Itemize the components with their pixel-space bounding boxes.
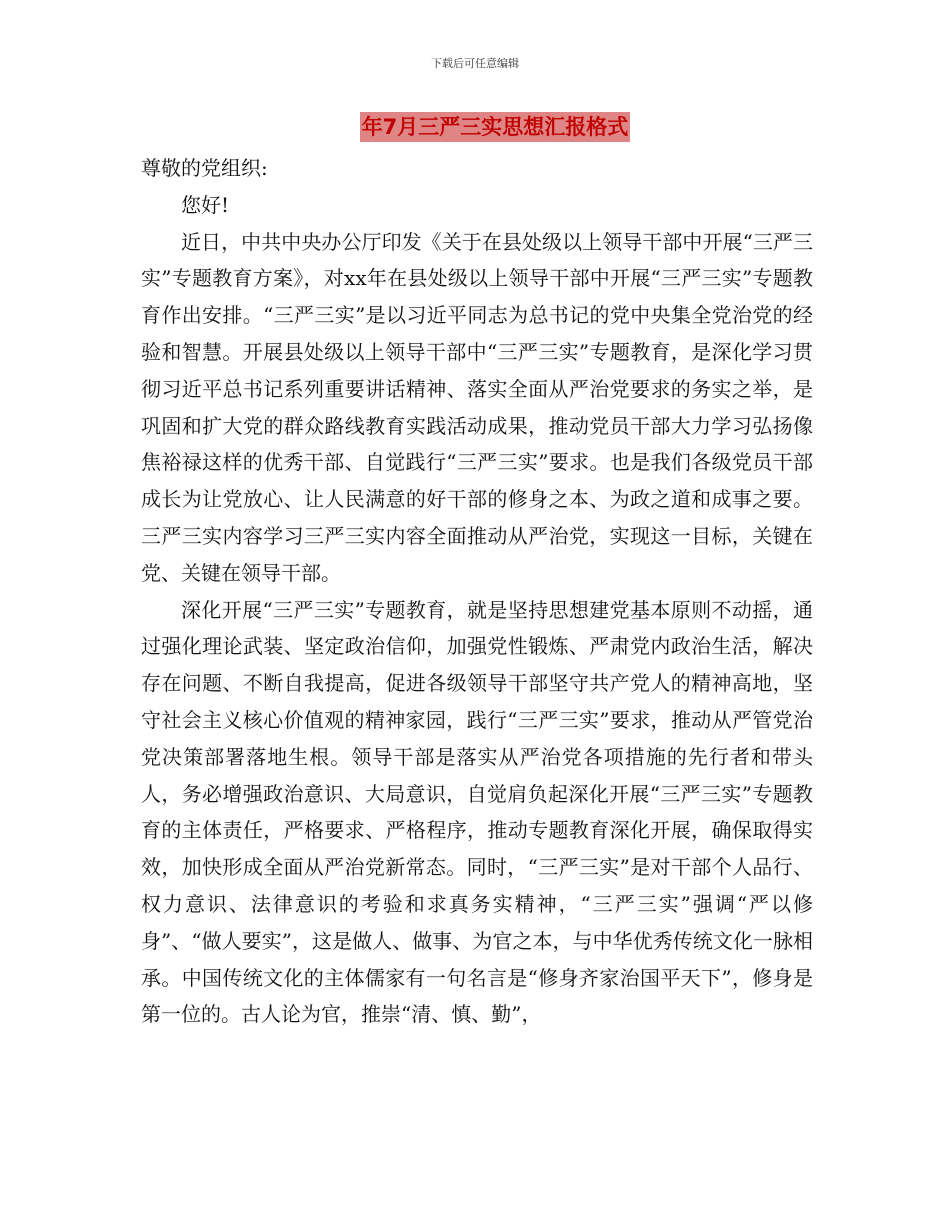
paragraph-2: 深化开展“三严三实”专题教育，就是坚持思想建党基本原则不动摇，通过强化理论武装、坚定政治信仰，加强党性锻炼、严肃党内政治生活，解决存在问题、不断自我提高，促进各级领导干部坚守共产党人的精神高地，坚守社会主义核心价值观的精神家园，践行“三严三实”要求，推动从严管党治党决策部署落地生根。领导干部是落实从严治党各项措施的先行者和带头人，务必增强政治意识、大局意识，自觉肩负起深化开展“三严三实”专题教育的主体责任，严格要求、严格程序，推动专题教育深化开展，确保取得实效，加快形成全面从严治党新常态。同时，“三严三实”是对干部个人品行、权力意识、法律意识的考验和求真务实精神，“三严三实”强调“严以修身”、“做人要实”，这是做人、做事、为官之本，与中华优秀传统文化一脉相承。中国传统文化的主体儒家有一句名言是“修身齐家治国平天下”，修身是第一位的。古人论为官，推崇“清、慎、勤”， <box>141 597 813 1027</box>
salutation: 尊敬的党组织: <box>141 156 268 180</box>
title-container <box>0 112 950 142</box>
greeting: 您好! <box>181 192 230 217</box>
paragraph-1: 近日，中共中央办公厅印发《关于在县处级以上领导干部中开展“三严三实”专题教育方案》，对xx年在县处级以上领导干部中开展“三严三实”专题教育作出安排。“三严三实”是以习近平同志为总书记的党中央集全党治党的经验和智慧。开展县处级以上领导干部中“三严三实”专题教育，是深化学习贯彻习近平总书记系列重要讲话精神、落实全面从严治党要求的务实之举，是巩固和扩大党的群众路线教育实践活动成果，推动党员干部大力学习弘扬像焦裕禄这样的优秀干部、自觉践行“三严三实”要求。也是我们各级党员干部成长为让党放心、让人民满意的好干部的修身之本、为政之道和成事之要。三严三实内容学习三严三实内容全面推动从严治党，实现这一目标，关键在党、关键在领导干部。 <box>141 229 813 585</box>
document-title: 年7月三严三实思想汇报格式 <box>360 112 631 142</box>
header-note: 下载后可任意编辑 <box>431 57 519 70</box>
document-body <box>141 150 813 1033</box>
